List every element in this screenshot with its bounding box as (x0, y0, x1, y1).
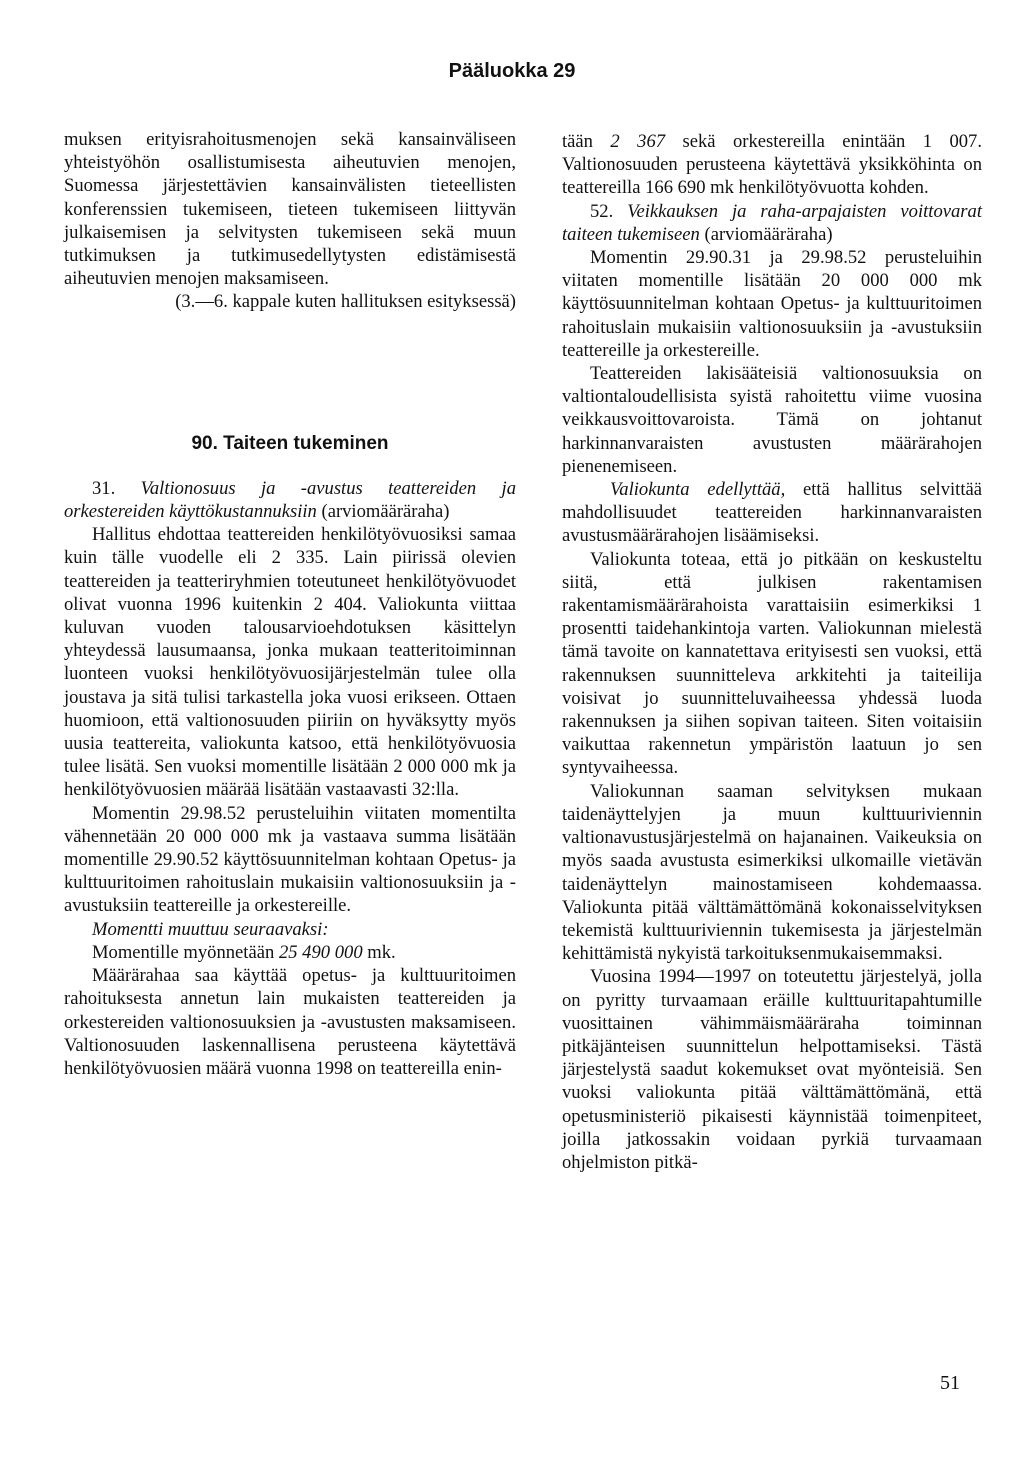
text: sekä orkestereilla enintään 1 007. Valtionosuuden perusteena käytettävä yksikköhinta on teattereilla 166 690 mk henkilötyövuotta kohden. (562, 131, 982, 199)
momentti-number: 31. (92, 477, 116, 499)
momentti-52-title (562, 200, 982, 246)
paragraph: Valiokunta toteaa, että jo pitkään on keskusteltu siitä, että julkisen rakentamisen rakentamismäärärahoista varattaisiin esimerkiksi 1 prosentti taidehankintoja varten. Valiokunnan mielestä tämä tavoite on kannatettava erityisesti sen vuoksi, että rakennuksen suunnitteleva arkkitehti ja taiteilija voisivat jo suunnitteluvaiheessa yhdessä luoda rakennuksen ja siihen sopivan taiteen. Siten voitaisiin vaikuttaa rakennetun ympäristön laatuun jo sen syntyvaiheessa. (562, 548, 982, 779)
committee-requirement (562, 478, 982, 548)
spacer (64, 314, 516, 432)
section-heading: 90. Taiteen tukeminen (191, 432, 389, 454)
kappale-note: (3.—6. kappale kuten hallituksen esityksessä) (175, 291, 516, 313)
italic-heading: Momentti muuttuu seuraavaksi: (92, 918, 329, 940)
intro-paragraph: muksen erityisrahoitusmenojen sekä kansainväliseen yhteistyöhön osallistumisesta aiheutuvien menojen, Suomessa järjestettävien kansainvälisten tieteellisten konferenssien tukemiseen, tieteen tukemiseen liittyvän julkaisemisen ja selvitysten tukemiseen sekä muun tutkimuksen ja tutkimusedellytysten edistämisestä aiheutuvien menojen maksamiseen. (64, 129, 516, 290)
paragraph: Vuosina 1994—1997 on toteutettu järjestelyä, jolla on pyritty turvaamaan eräille kulttuuritapahtumille vuosittainen vähimmäismääräraha toiminnan pitkäjänteisen suunnittelun helpottamiseksi. Tästä järjestelystä saadut kokemukset ovat myönteisiä. Sen vuoksi valiokunta pitää välttämättömänä, että opetusministeriö pikaisesti käynnistää toimenpiteet, joilla jatkossakin voidaan pyrkiä turvaamaan ohjelmiston pitkä- (562, 966, 982, 1173)
momentti-number: 52. (590, 200, 614, 222)
paragraph: Valiokunnan saaman selvityksen mukaan taidenäyttelyjen ja muun kulttuuriviennin valtionavustusjärjestelmä on hajanainen. Vaikeuksia on myös saada avustusta esimerkiksi ulkomaille vietävän taidenäyttelyn mainostamiseen kohdemaassa. Valiokunta pitää välttämättömänä kokonaisselvityksen tekemistä kulttuuriviennin tukemisesta ja järjestelmän kehittämistä nykyistä tarkoituksenmukaisemmaksi. (562, 780, 982, 965)
text: että hallitus selvittää mahdollisuudet teattereiden harkinnanvaraisten avustusmäärärahojen lisäämiseksi. (562, 479, 982, 547)
momentti-31-title (64, 477, 516, 523)
text: tään (562, 131, 611, 152)
paragraph: Teattereiden lakisääteisiä valtionosuuksia on valtiontaloudellisista syistä rahoitettu viime vuosina veikkausvoittovaroista. Tämä on johtanut harkinnanvaraisten avustusten määrärahojen pienenemiseen. (562, 363, 982, 477)
paragraph: Hallitus ehdottaa teattereiden henkilötyövuosiksi samaa kuin tälle vuodelle eli 2 335. Lain piirissä olevien teattereiden ja teatteriryhmien toteutuneet henkilötyövuodet olivat vuonna 1996 kuitenkin 2 404. Valiokunta viittaa kuluvan vuoden talousarvioehdotuksen käsittelyn yhteydessä lausumaansa, jonka mukaan teatteritoiminnan luonteen vuoksi henkilötyövuosijärjestelmän tulee olla joustava ja sitä tulisi tarkastella joka vuosi erikseen. Ottaen huomioon, että valtionosuuden piiriin on hyväksytty myös uusia teattereita, valiokunta katsoo, että henkilötyövuosia tulee lisätä. Sen vuoksi momentille lisätään 2 000 000 mk ja henkilötyövuosien määrää lisätään vastaavasti 32:lla. (64, 524, 516, 801)
paragraph: Momentin 29.90.31 ja 29.98.52 perusteluihin viitaten momentille lisätään 20 000 000 mk käyttösuunnitelman kohtaan Opetus- ja kulttuuritoimen rahoituslain mukaisiin valtionosuuksiin ja -avustuksiin teattereille ja orkestereille. (562, 247, 982, 361)
momentti-change-heading (64, 918, 516, 941)
momentti-title-italic: Veikkauksen ja raha-arpajaisten voittovarat taiteen tukemiseen (562, 200, 982, 245)
paragraph: Momentin 29.98.52 perusteluihin viitaten momentilta vähennetään 20 000 000 mk ja vastaava summa lisätään momentille 29.90.52 käyttösuunnitelman kohtaan Opetus- ja kulttuuritoimen rahoituslain mukaisiin valtionosuuksiin ja -avustuksiin teattereille ja orkestereille. (64, 802, 516, 917)
text: mk. (362, 941, 396, 963)
paragraph: Määrärahaa saa käyttää opetus- ja kulttuuritoimen rahoituksesta annetun lain mukaisten teattereiden ja orkestereiden valtionosuuksien ja -avustusten maksamiseen. Valtionosuuden laskennallisena perusteena käytettävä henkilötyövuosien määrä vuonna 1998 on teattereilla enin- (64, 965, 516, 1079)
amount: 25 490 000 (278, 941, 363, 963)
italic-text: Valiokunta edellyttää, (610, 479, 786, 501)
left-column (64, 128, 516, 1080)
page-header: Pääluokka 29 (448, 60, 576, 82)
appropriation-line (64, 941, 516, 964)
text: Momentille myönnetään (92, 941, 279, 963)
momentti-type: (arviomääräraha) (704, 223, 833, 245)
italic-number: 2 367 (610, 131, 666, 152)
momentti-title-italic: Valtionosuus ja -avustus teattereiden ja orkestereiden käyttökustannuksiin (64, 477, 516, 523)
spacer (64, 455, 516, 477)
page-number: 51 (940, 1372, 960, 1394)
right-column (562, 130, 982, 1174)
momentti-type: (arviomääräraha) (321, 501, 450, 523)
continuation-paragraph (562, 130, 982, 200)
